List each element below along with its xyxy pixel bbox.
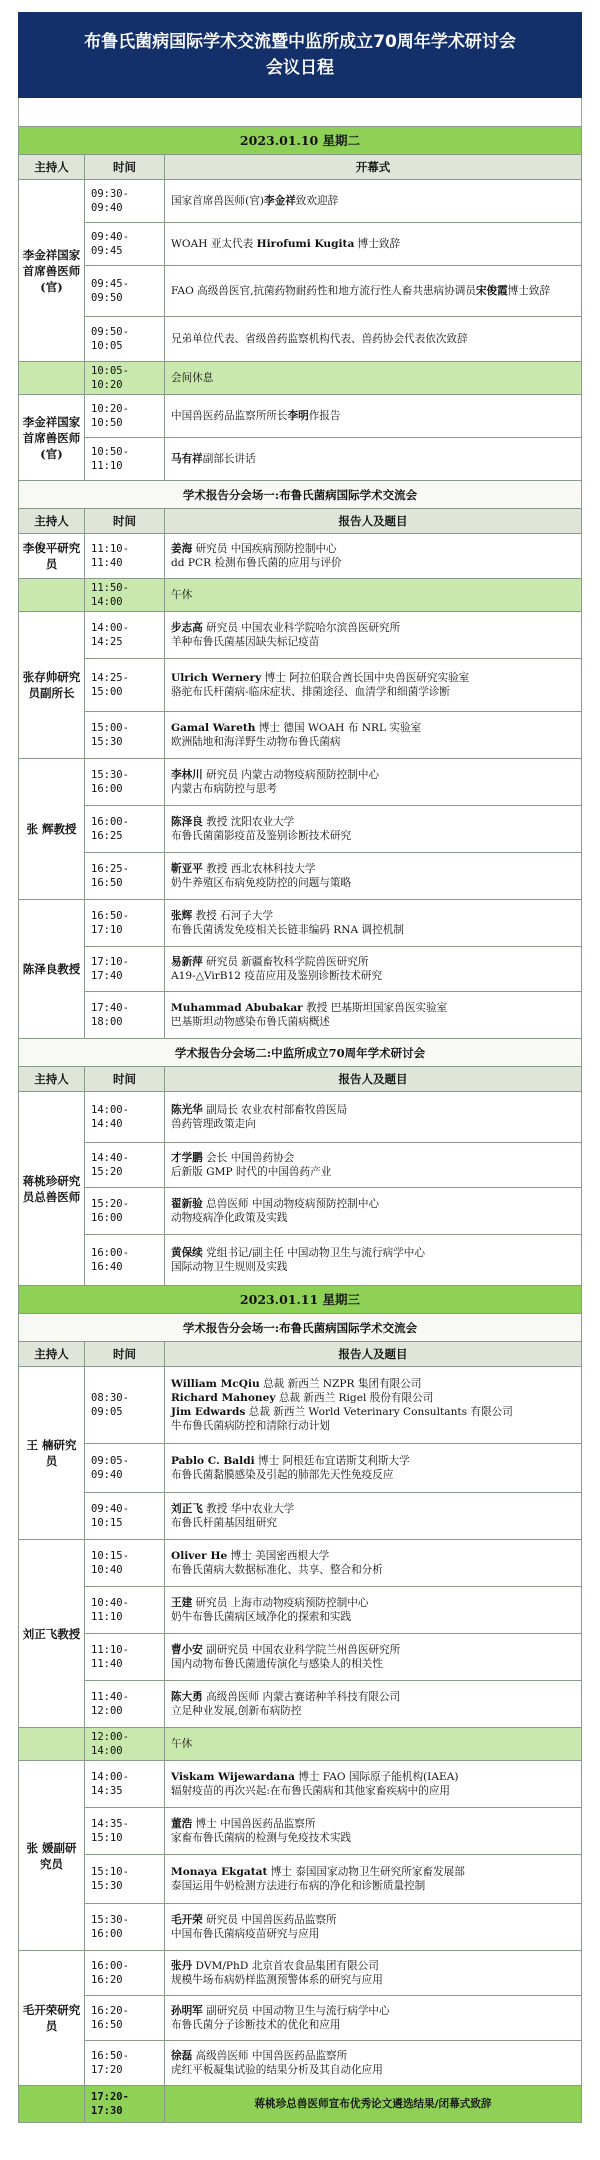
report-text: 研究员 上海市动物疫病预防控制中心 (192, 1597, 369, 1609)
time-slot: 10:15-10:40 (85, 1540, 165, 1587)
break-label: 午休 (165, 579, 582, 612)
report-text: 虎红平板凝集试验的结果分析及其自动化应用 (171, 2064, 383, 2076)
agenda-item (165, 266, 582, 317)
report-text: 博士 FAO 国际原子能机构(IAEA) (294, 1771, 459, 1783)
report-item (165, 992, 582, 1039)
time-slot: 09:50-10:05 (85, 317, 165, 362)
speaker-affiliation: 教授 石河子大学 (192, 910, 274, 922)
report-text: DVM/PhD 北京首农食品集团有限公司 (192, 1960, 379, 1972)
session-row-cell: 学术报告分会场一:布鲁氏菌病国际学术交流会 (19, 481, 582, 509)
speaker-name: Viskam Wijewardana (171, 1771, 295, 1783)
agenda-row (19, 534, 582, 579)
report-text: 牛布鲁氏菌病防控和清除行动计划 (171, 1420, 330, 1432)
speaker-affiliation: 教授 沈阳农业大学 (202, 816, 295, 828)
report-text: 布鲁氏菌病大数据标准化、共享、整合和分析 (171, 1564, 383, 1576)
column-header (19, 1067, 582, 1092)
time-slot: 15:00-15:30 (85, 712, 165, 759)
speaker-name: 步志高 (171, 622, 203, 634)
speaker-name: 孙明军 (171, 2005, 203, 2017)
item-text: 致欢迎辞 (295, 195, 339, 207)
session-row (19, 1314, 582, 1342)
time-slot: 10:20-10:50 (85, 395, 165, 438)
report-text: 中国布鲁氏菌病疫苗研究与应用 (171, 1928, 320, 1940)
host-name: 张 辉教授 (19, 759, 85, 900)
agenda-row (19, 806, 582, 853)
speaker-name: William McQiu (171, 1378, 260, 1390)
agenda-row (19, 712, 582, 759)
agenda-row (19, 2041, 582, 2086)
report-title: 布鲁氏菌菌影疫苗及鉴别诊断技术研究 (171, 830, 352, 842)
speaker-name: Muhammad Abubakar (171, 1002, 303, 1014)
date-row (19, 1286, 582, 1314)
speaker-name: Gamal Wareth (171, 722, 256, 734)
report-title: 奶牛养殖区布病免疫防控的问题与策略 (171, 877, 352, 889)
host-name: 陈泽良教授 (19, 900, 85, 1039)
speaker-name: 刘正飞 (171, 1503, 203, 1515)
host-name: 王 楠研究员 (19, 1367, 85, 1540)
closing-row (19, 2086, 582, 2123)
report-item (165, 2041, 582, 2086)
report-item (165, 853, 582, 900)
time-slot: 12:00-14:00 (85, 1728, 165, 1761)
time-slot: 16:20-16:50 (85, 1996, 165, 2041)
report-title: 巴基斯坦动物感染布鲁氏菌病概述 (171, 1016, 330, 1028)
speaker-name: 李金祥 (264, 195, 296, 207)
agenda-row (19, 1367, 582, 1444)
speaker-name: 毛开荣 (171, 1914, 203, 1926)
report-item (165, 759, 582, 806)
speaker-name: 宋俊霞 (475, 285, 508, 297)
report-text: 教授 华中农业大学 (202, 1503, 295, 1515)
agenda-table (18, 126, 582, 2123)
item-text: 中国兽医药品监察所所长 (171, 410, 288, 422)
agenda-row (19, 395, 582, 438)
time-slot: 09:05-09:40 (85, 1444, 165, 1493)
report-item (165, 1996, 582, 2041)
host-header: 主持人 (19, 1067, 85, 1092)
speaker-name: 李明 (287, 410, 309, 422)
host-name: 李俊平研究员 (19, 534, 85, 579)
agenda-row (19, 1540, 582, 1587)
host-header: 主持人 (19, 1342, 85, 1367)
report-item (165, 947, 582, 992)
report-item (165, 712, 582, 759)
host-spacer (19, 2086, 85, 2123)
agenda-row (19, 1493, 582, 1540)
speaker-affiliation: 博士 德国 WOAH 布 NRL 实验室 (255, 722, 422, 734)
speaker-name: 陈泽良 (171, 816, 203, 828)
host-header: 主持人 (19, 155, 85, 180)
time-slot: 15:30-16:00 (85, 1904, 165, 1951)
agenda-row (19, 1235, 582, 1286)
column-header (19, 155, 582, 180)
speaker-affiliation: 研究员 新疆畜牧科学院兽医研究所 (202, 956, 369, 968)
host-name: 蒋桃珍研究员总兽医师 (19, 1092, 85, 1286)
agenda-row (19, 1587, 582, 1634)
time-slot: 14:25-15:00 (85, 659, 165, 712)
time-slot: 09:40-09:45 (85, 223, 165, 266)
time-slot: 15:20-16:00 (85, 1188, 165, 1235)
time-slot: 16:00-16:20 (85, 1951, 165, 1996)
speaker-name: 马有祥 (171, 453, 203, 465)
topic-header: 报告人及题目 (165, 1067, 582, 1092)
speaker-affiliation: 教授 西北农林科技大学 (202, 863, 316, 875)
host-name: 张存帅研究员副所长 (19, 612, 85, 759)
time-slot: 11:40-12:00 (85, 1681, 165, 1728)
report-item (165, 1808, 582, 1855)
date-row-cell: 2023.01.11 星期三 (19, 1286, 582, 1314)
report-title: 后新版 GMP 时代的中国兽药产业 (171, 1166, 332, 1178)
speaker-name: Richard Mahoney (171, 1392, 276, 1404)
time-slot: 10:50-11:10 (85, 438, 165, 481)
report-title: 骆驼布氏杆菌病-临床症状、排菌途径、血清学和细菌学诊断 (171, 686, 451, 698)
session-row (19, 1039, 582, 1067)
report-title: 国际动物卫生规则及实践 (171, 1261, 288, 1273)
break-label: 会间休息 (165, 362, 582, 395)
report-text: 研究员 中国兽医药品监察所 (202, 1914, 337, 1926)
report-item (165, 1634, 582, 1681)
agenda-item (165, 317, 582, 362)
report-title: 布鲁氏菌诱发免疫相关长链非编码 RNA 调控机制 (171, 924, 404, 936)
spacer (18, 98, 582, 126)
column-header (19, 1342, 582, 1367)
report-item (165, 806, 582, 853)
agenda-row (19, 947, 582, 992)
report-text: 辐射疫苗的再次兴起:在布鲁氏菌病和其他家畜疾病中的应用 (171, 1785, 451, 1797)
speaker-name: Hirofumi Kugita (256, 238, 355, 250)
item-text: 副部长讲话 (202, 453, 256, 465)
speaker-name: 曹小安 (171, 1644, 203, 1656)
report-text: 博士 泰国国家动物卫生研究所家畜发展部 (267, 1866, 465, 1878)
topic-header: 报告人及题目 (165, 1342, 582, 1367)
time-slot: 14:00-14:35 (85, 1761, 165, 1808)
host-spacer (19, 362, 85, 395)
time-slot: 14:40-15:20 (85, 1143, 165, 1188)
time-slot: 17:20-17:30 (85, 2086, 165, 2123)
speaker-name: 王建 (171, 1597, 193, 1609)
time-slot: 15:10-15:30 (85, 1855, 165, 1904)
report-item (165, 534, 582, 579)
agenda-row (19, 438, 582, 481)
report-text: 副研究员 中国农业科学院兰州兽医研究所 (202, 1644, 401, 1656)
agenda-row (19, 1188, 582, 1235)
report-text: 高级兽医师 内蒙古赛诺种羊科技有限公司 (202, 1691, 401, 1703)
report-item (165, 1904, 582, 1951)
date-row (19, 127, 582, 155)
speaker-name: 靳亚平 (171, 863, 203, 875)
agenda-row (19, 1761, 582, 1808)
agenda-row (19, 1808, 582, 1855)
speaker-name: 翟新验 (171, 1198, 203, 1210)
report-item (165, 1681, 582, 1728)
report-title: dd PCR 检测布鲁氏菌的应用与评价 (171, 557, 342, 569)
time-slot: 11:10-11:40 (85, 1634, 165, 1681)
report-item (165, 900, 582, 947)
agenda-row (19, 1855, 582, 1904)
agenda-item (165, 438, 582, 481)
speaker-affiliation: 博士 阿拉伯联合酋长国中央兽医研究实验室 (261, 672, 470, 684)
speaker-name: 易新萍 (171, 956, 203, 968)
time-slot: 09:30-09:40 (85, 180, 165, 223)
report-title: 兽药管理政策走向 (171, 1118, 256, 1130)
time-slot: 10:40-11:10 (85, 1587, 165, 1634)
speaker-name: Oliver He (171, 1550, 228, 1562)
time-slot: 14:00-14:25 (85, 612, 165, 659)
speaker-name: Pablo C. Baldi (171, 1455, 255, 1467)
agenda-row (19, 223, 582, 266)
column-header (19, 509, 582, 534)
time-slot: 16:00-16:25 (85, 806, 165, 853)
host-name: 李金祥国家首席兽医师(官) (19, 180, 85, 362)
agenda-row (19, 1904, 582, 1951)
host-name: 李金祥国家首席兽医师(官) (19, 395, 85, 481)
agenda-row (19, 1634, 582, 1681)
time-slot: 16:00-16:40 (85, 1235, 165, 1286)
report-text: 立足种业发展,创新布病防控 (171, 1705, 302, 1717)
report-text: 总裁 新西兰 Rigel 股份有限公司 (275, 1392, 434, 1404)
item-text: 作报告 (308, 410, 341, 422)
time-slot: 09:45-09:50 (85, 266, 165, 317)
speaker-name: 陈大勇 (171, 1691, 203, 1703)
agenda-row (19, 180, 582, 223)
speaker-affiliation: 研究员 中国农业科学院哈尔滨兽医研究所 (202, 622, 401, 634)
session-row-cell: 学术报告分会场一:布鲁氏菌病国际学术交流会 (19, 1314, 582, 1342)
speaker-name: 黄保续 (171, 1247, 203, 1259)
report-title: 欧洲陆地和海洋野生动物布鲁氏菌病 (171, 736, 341, 748)
report-text: 家畜布鲁氏菌病的检测与免疫技术实践 (171, 1832, 352, 1844)
report-item (165, 1493, 582, 1540)
report-item (165, 1761, 582, 1808)
report-item (165, 1188, 582, 1235)
report-item (165, 1235, 582, 1286)
speaker-affiliation: 副局长 农业农村部畜牧兽医局 (202, 1104, 348, 1116)
report-item (165, 612, 582, 659)
report-title: 羊种布鲁氏菌基因缺失标记疫苗 (171, 636, 320, 648)
time-slot: 17:40-18:00 (85, 992, 165, 1039)
report-text: 布鲁氏杆菌基因组研究 (171, 1517, 277, 1529)
time-slot: 14:35-15:10 (85, 1808, 165, 1855)
agenda-row (19, 759, 582, 806)
report-item (165, 1951, 582, 1996)
page-title: 布鲁氏菌病国际学术交流暨中监所成立70周年学术研讨会 (84, 32, 516, 52)
time-slot: 17:10-17:40 (85, 947, 165, 992)
report-title: A19-△VirB12 疫苗应用及鉴别诊断技术研究 (171, 970, 383, 982)
agenda-row (19, 900, 582, 947)
time-slot: 08:30-09:05 (85, 1367, 165, 1444)
report-title: 内蒙古布病防控与思考 (171, 783, 277, 795)
speaker-affiliation: 研究员 中国疾病预防控制中心 (192, 543, 337, 555)
host-header: 主持人 (19, 509, 85, 534)
host-name: 毛开荣研究员 (19, 1951, 85, 2086)
speaker-name: 姜海 (171, 543, 193, 555)
report-item (165, 1367, 582, 1444)
break-row (19, 362, 582, 395)
report-item (165, 1092, 582, 1143)
time-header: 时间 (85, 1067, 165, 1092)
report-text: 布鲁氏菌分子诊断技术的优化和应用 (171, 2019, 341, 2031)
report-text: 布鲁氏菌黏膜感染及引起的肺部先天性免疫反应 (171, 1469, 394, 1481)
speaker-affiliation: 会长 中国兽药协会 (202, 1152, 295, 1164)
agenda (18, 12, 582, 2123)
item-text: 博士致辞 (507, 285, 551, 297)
speaker-name: Ulrich Wernery (171, 672, 262, 684)
speaker-affiliation: 研究员 内蒙古动物疫病预防控制中心 (202, 769, 380, 781)
agenda-row (19, 612, 582, 659)
agenda-row (19, 1996, 582, 2041)
time-slot: 15:30-16:00 (85, 759, 165, 806)
report-item (165, 1587, 582, 1634)
agenda-row (19, 1444, 582, 1493)
time-slot: 16:25-16:50 (85, 853, 165, 900)
item-text: FAO 高级兽医官,抗菌药物耐药性和地方流行性人畜共患病协调员 (171, 285, 476, 297)
break-label: 午休 (165, 1728, 582, 1761)
report-title: 动物疫病净化政策及实践 (171, 1212, 288, 1224)
time-slot: 16:50-17:10 (85, 900, 165, 947)
host-name: 刘正飞教授 (19, 1540, 85, 1728)
agenda-row (19, 1143, 582, 1188)
host-spacer (19, 579, 85, 612)
report-text: 博士 中国兽医药品监察所 (192, 1818, 316, 1830)
speaker-name: 李林川 (171, 769, 203, 781)
agenda-row (19, 853, 582, 900)
date-row-cell: 2023.01.10 星期二 (19, 127, 582, 155)
session-row (19, 481, 582, 509)
agenda-item (165, 395, 582, 438)
speaker-name: 张辉 (171, 910, 193, 922)
report-text: 总裁 新西兰 World Veterinary Consultants 有限公司 (245, 1406, 513, 1418)
page-header (18, 12, 582, 98)
report-text: 国内动物布鲁氏菌遗传演化与感染人的相关性 (171, 1658, 383, 1670)
agenda-row (19, 1951, 582, 1996)
speaker-affiliation: 党组书记/副主任 中国动物卫生与流行病学中心 (202, 1247, 425, 1259)
break-row (19, 579, 582, 612)
speaker-name: Monaya Ekgatat (171, 1866, 268, 1878)
topic-header: 开幕式 (165, 155, 582, 180)
report-text: 奶牛布鲁氏菌病区域净化的探索和实践 (171, 1611, 352, 1623)
topic-header: 报告人及题目 (165, 509, 582, 534)
time-slot: 14:00-14:40 (85, 1092, 165, 1143)
speaker-name: 才学鹏 (171, 1152, 203, 1164)
time-slot: 09:40-10:15 (85, 1493, 165, 1540)
time-slot: 16:50-17:20 (85, 2041, 165, 2086)
time-header: 时间 (85, 155, 165, 180)
time-slot: 11:50-14:00 (85, 579, 165, 612)
agenda-row (19, 317, 582, 362)
item-text: 博士致辞 (354, 238, 401, 250)
item-text: WOAH 亚太代表 (171, 238, 257, 250)
speaker-name: 陈光华 (171, 1104, 203, 1116)
speaker-name: 张丹 (171, 1960, 193, 1972)
speaker-name: 董浩 (171, 1818, 193, 1830)
report-item (165, 1855, 582, 1904)
agenda-row (19, 266, 582, 317)
report-text: 高级兽医师 中国兽医药品监察所 (192, 2050, 348, 2062)
speaker-name: Jim Edwards (171, 1406, 246, 1418)
agenda-row (19, 659, 582, 712)
report-item (165, 1143, 582, 1188)
agenda-row (19, 1681, 582, 1728)
session-row-cell: 学术报告分会场二:中监所成立70周年学术研讨会 (19, 1039, 582, 1067)
item-text: 兄弟单位代表、省级兽药监察机构代表、兽药协会代表依次致辞 (171, 333, 468, 345)
report-text: 副研究员 中国动物卫生与流行病学中心 (202, 2005, 390, 2017)
agenda-row (19, 1092, 582, 1143)
speaker-affiliation: 总兽医师 中国动物疫病预防控制中心 (202, 1198, 380, 1210)
report-text: 规模牛场布病奶样监测预警体系的研究与应用 (171, 1974, 383, 1986)
closing-label: 蒋桃珍总兽医师宣布优秀论文遴选结果/闭幕式致辞 (165, 2086, 582, 2123)
speaker-name: 徐磊 (171, 2050, 193, 2062)
agenda-item (165, 180, 582, 223)
page-subtitle: 会议日程 (266, 58, 334, 78)
host-spacer (19, 1728, 85, 1761)
host-name: 张 媛副研究员 (19, 1761, 85, 1951)
agenda-item (165, 223, 582, 266)
report-text: 博士 美国密西根大学 (227, 1550, 330, 1562)
report-item (165, 1540, 582, 1587)
speaker-affiliation: 教授 巴基斯坦国家兽医实验室 (302, 1002, 448, 1014)
report-item (165, 1444, 582, 1493)
report-text: 泰国运用牛奶检测方法进行布病的净化和诊断质量控制 (171, 1880, 426, 1892)
time-slot: 10:05-10:20 (85, 362, 165, 395)
time-slot: 11:10-11:40 (85, 534, 165, 579)
time-header: 时间 (85, 1342, 165, 1367)
agenda-row (19, 992, 582, 1039)
break-row (19, 1728, 582, 1761)
report-text: 总裁 新西兰 NZPR 集团有限公司 (259, 1378, 422, 1390)
report-text: 博士 阿根廷布宜诺斯艾利斯大学 (254, 1455, 410, 1467)
time-header: 时间 (85, 509, 165, 534)
report-item (165, 659, 582, 712)
item-text: 国家首席兽医师(官) (171, 195, 265, 207)
